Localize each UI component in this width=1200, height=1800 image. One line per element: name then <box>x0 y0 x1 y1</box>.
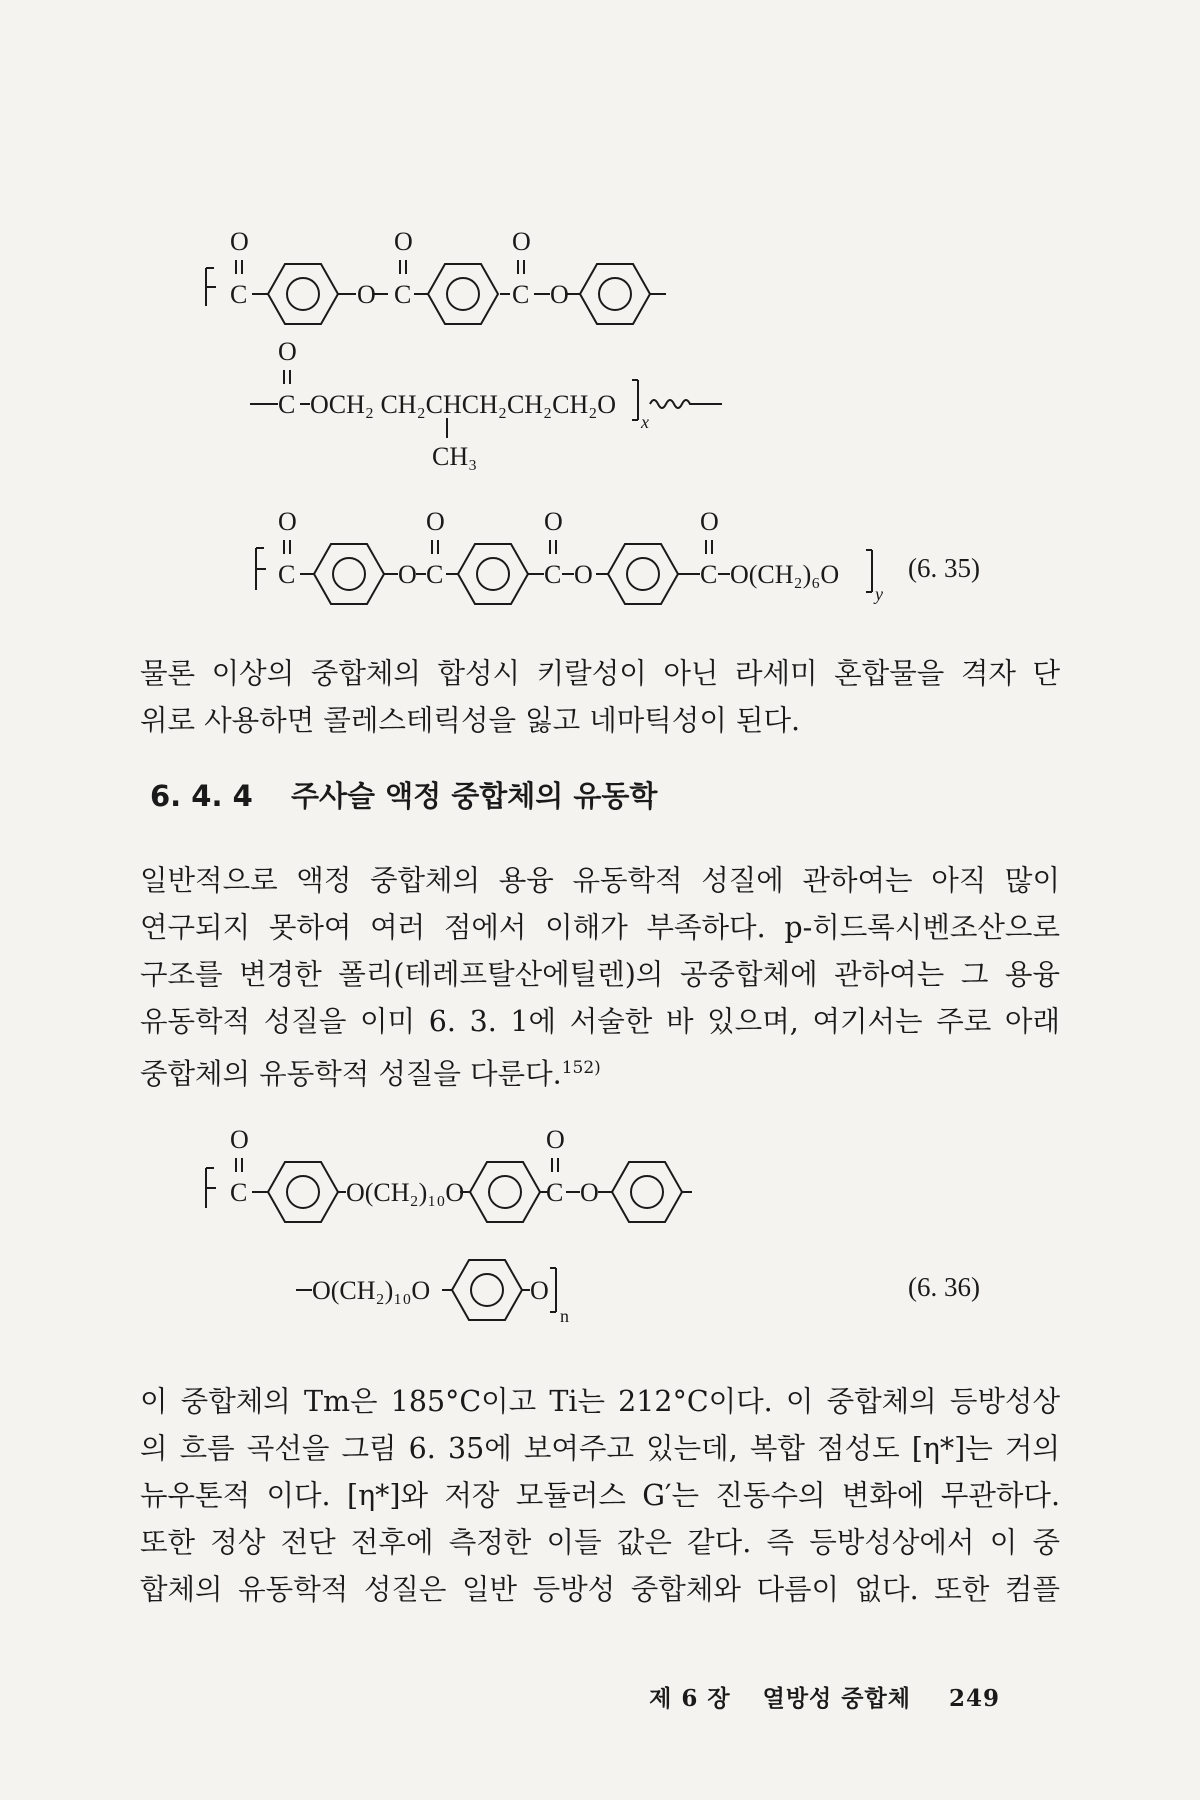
text-line: 위로 사용하면 콜레스테릭성을 잃고 네마틱성이 된다. <box>140 704 801 737</box>
svg-text:O: O <box>278 337 297 366</box>
text-line: 구조를 변경한 폴리(테레프탈산에틸렌)의 공중합체에 관하여는 그 용융 <box>140 958 1060 991</box>
chapter-title: 열방성 중합체 <box>762 1685 911 1712</box>
text-line: 의 흐름 곡선을 그림 6. 35에 보여주고 있는데, 복합 점성도 [η*]는 거의 <box>140 1432 1060 1465</box>
svg-text:O: O <box>550 280 569 309</box>
svg-text:C: C <box>700 560 718 589</box>
spacer-chain: O(CH₂)₁₀O <box>312 1276 431 1305</box>
svg-text:O: O <box>574 560 593 589</box>
svg-text:O: O <box>512 227 531 256</box>
benzene-ring-icon <box>452 1260 522 1320</box>
svg-text:O: O <box>278 507 297 536</box>
svg-text:O: O <box>544 507 563 536</box>
text-line: 이 중합체의 Tm은 185°C이고 Ti는 212°C이다. 이 중합체의 등방성상 <box>140 1385 1060 1418</box>
text-line: 일반적으로 액정 중합체의 용융 유동학적 성질에 관하여는 아직 많이 <box>140 864 1060 897</box>
svg-text:O: O <box>357 280 376 309</box>
svg-text:x: x <box>641 412 649 432</box>
svg-text:y: y <box>875 584 883 604</box>
svg-text:C: C <box>544 560 562 589</box>
svg-text:C: C <box>394 280 412 309</box>
spacer-chain: O(CH₂)₆O <box>730 560 840 589</box>
text-line: 또한 정상 전단 전후에 측정한 이들 값은 같다. 즉 등방성상에서 이 중 <box>140 1526 1060 1559</box>
svg-text:C: C <box>512 280 530 309</box>
section-number: 6. 4. 4 <box>150 779 253 813</box>
paragraph <box>140 1378 1060 1613</box>
svg-text:O: O <box>230 227 249 256</box>
svg-text:C: C <box>230 280 248 309</box>
svg-text:O: O <box>398 560 417 589</box>
spacer-chain: OCH₂ CH₂CHCH₂CH₂CH₂O <box>310 390 617 419</box>
svg-text:O: O <box>580 1178 599 1207</box>
svg-text:C: C <box>426 560 444 589</box>
reference-marker: 152) <box>561 1058 601 1078</box>
svg-text:C: C <box>278 390 296 419</box>
svg-text:O: O <box>426 507 445 536</box>
svg-text:O: O <box>546 1125 565 1154</box>
chapter-label: 제 6 장 <box>649 1685 731 1712</box>
svg-text:O: O <box>530 1276 549 1305</box>
page-number: 249 <box>948 1685 1000 1712</box>
svg-text:C: C <box>278 560 296 589</box>
text-line-content: 중합체의 유동학적 성질을 다룬다. <box>140 1057 562 1091</box>
text-line: 뉴우톤적 이다. [η*]와 저장 모듈러스 G′는 진동수의 변화에 무관하다. <box>140 1479 1060 1512</box>
text-line: 합체의 유동학적 성질은 일반 등방성 중합체와 다름이 없다. 또한 컴플 <box>140 1573 1060 1606</box>
page-footer <box>649 1680 1000 1713</box>
svg-text:CH₃: CH₃ <box>432 442 478 471</box>
svg-text:C: C <box>546 1178 564 1207</box>
text-line: 연구되지 못하여 여러 점에서 이해가 부족하다. p-히드록시벤조산으로 <box>140 911 1060 944</box>
text-line: 물론 이상의 중합체의 합성시 키랄성이 아닌 라세미 혼합물을 격자 단 <box>140 657 1060 690</box>
section-title: 주사슬 액정 중합체의 유동학 <box>290 779 658 813</box>
svg-text:n: n <box>560 1306 569 1326</box>
text-line: 유동학적 성질을 이미 6. 3. 1에 서술한 바 있으며, 여기서는 주로 아래 <box>140 1005 1060 1038</box>
svg-text:O: O <box>394 227 413 256</box>
svg-text:O: O <box>230 1125 249 1154</box>
svg-text:C: C <box>230 1178 248 1207</box>
equation-number: (6. 35) <box>908 553 980 583</box>
svg-text:O: O <box>700 507 719 536</box>
spacer-chain: O(CH₂)₁₀O <box>346 1178 465 1207</box>
equation-number: (6. 36) <box>908 1272 980 1302</box>
